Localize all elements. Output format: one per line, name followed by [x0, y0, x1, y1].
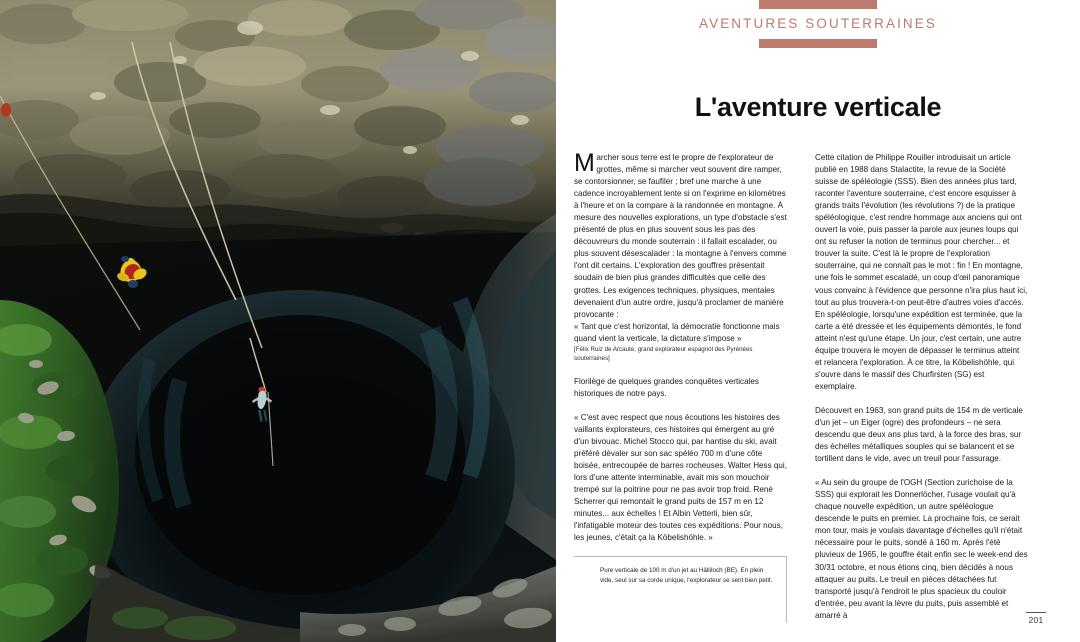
photo-caption-block — [574, 556, 787, 585]
paragraph-citation: Cette citation de Philippe Rouiller introduisait un article publié en 1988 dans Stalactite, la revue de la Société suisse de spéléologie (SSS). Bien des années plus tard, raconter l'aventure souterraine, c'est encore esquisser à grands traits l'évolution (les révolutions ?) de la pratique spéléologique, c'est rendre hommage aux anciens qui ont ouvert la voie, puis passer la parole aux jeunes loups qui ont su refuser la notion de terminus pour chercher... et trouver la suite. C'est là le propre de l'exploration souterraine, qui ne connaît pas le mot : fin ! En montagne, une fois le sommet escaladé, un coup d'œil panoramique vous convainc à l'évidence que personne n'ira plus haut ici, tout au plus trouvera-t-on peut-être d'autres voies d'accès. En spéléologie, lorsqu'une expédition est terminée, que la carte a été dressée et les équipements démontés, le fond atteint n'est qu'une étape. Un jour, c'est certain, une autre équipe trouvera le moyen de dépasser le terminus atteint et relancera l'exploration. À ce titre, la Köbelishöhle, qui s'ouvre dans le massif des Churfirsten (SG) est exemplaire. — [815, 153, 1028, 391]
drop-cap: M — [574, 149, 595, 177]
caption-inner — [574, 557, 787, 585]
rubric-header — [556, 0, 1080, 48]
paragraph-spacer — [574, 364, 787, 376]
photo-caption-text: Pure verticale de 100 m d'un jet au Hälliloch (BE). En plein vide, seul sur sa corde unique, l'explorateur se sent bien petit. — [600, 567, 773, 584]
caption-vertical-rule — [786, 557, 787, 623]
rubric-bar-bottom — [759, 39, 877, 48]
rubric-label: AVENTURES SOUTERRAINES — [699, 16, 937, 31]
paragraph-spacer — [574, 400, 787, 412]
folio — [1018, 612, 1054, 625]
paragraph-discovery: Découvert en 1963, son grand puits de 154 m de verticale d'un jet – un Eiger (ogre) des profondeurs – ne sera descendu que deux ans plus tard, à la force des bras, sur des échelles métalliques souples qui se balancent et se tortillent dans le vide, avec un treuil pour l'assurage. — [815, 405, 1023, 464]
paragraph-spacer — [815, 393, 1028, 405]
paragraph-ogh-account: « Au sein du groupe de l'OGH (Section zurichoise de la SSS) qui explorait les Donnerlöcher, l'usage voulait qu'à chaque nouvelle expédition, un autre spéléologue descende le puits en premier. La prochaine fois, ce serait mon tour, mais je voulais davantage d'échelles qu'il n'était nécessaire pour le puits, sondé à 160 m. Après l'été pluvieux de 1965, le gouffre était enfin sec le week-end des 30/31 octobre, et nous étions cinq, bien décidés à nous attaquer au puits. Le treuil en pièces détachées fut transporté jusqu'à l'endroit le plus spacieux du couloir d'entrée, peu avant la lèvre du puits, puis assemblé et amarré à — [815, 478, 1028, 620]
folio-rule — [1026, 612, 1046, 613]
paragraph-spacer — [815, 465, 1028, 477]
paragraph-quote: « Tant que c'est horizontal, la démocratie fonctionne mais quand vient la verticale, la dictature s'impose » — [574, 321, 780, 343]
paragraph-testimony: « C'est avec respect que nous écoutions les histoires des vaillants explorateurs, ces histoires qui émergent au gré d'un bivouac. Michel Stocco qui, par hantise du ski, avait préféré dévaler sur son sac spéléo 700 m d'une côte boisée, entrecoupée de barres rocheuses. Walter Hess qui, lors d'une attente interminable, avait mis son mouchoir trempé sur la poitrine pour ne pas avoir trop froid. René Scherrer qui remontait le grand puits de 157 m en 12 minutes... aux échelles ! Et Albin Vetterli, bien sûr, l'infatigable moteur des toutes ces expéditions. Pour nous, les jeunes, c'était ça la Köbelishöhle. » — [574, 412, 787, 543]
rubric-bar-top — [759, 0, 877, 9]
distant-caver-fleck — [1, 103, 11, 117]
page-title: L'aventure verticale — [694, 92, 942, 123]
page-number: 201 — [1028, 615, 1044, 625]
paragraph-florilege: Florilège de quelques grandes conquêtes verticales historiques de notre pays. — [574, 376, 759, 398]
text-columns — [574, 149, 1054, 622]
quote-attribution: [Félix Ruiz de Arcaute, grand explorateur espagnol des Pyrénées souterraines] — [574, 345, 753, 363]
column-right — [815, 152, 1028, 622]
article-content — [556, 0, 1080, 642]
paragraph-intro — [574, 149, 787, 321]
paragraph-intro-text: archer sous terre est le propre de l'explorateur de grottes, même si marcher veut souvent dire ramper, se contorsionner, se faufiler ; bref une marche à une cadence incroyablement lente si on l'exprime en kilomètres à l'heure et on la compare à la randonnée en montagne. À mesure des nouvelles explorations, un type d'obstacle s'est présenté de plus en plus souvent sous les pas des découvreurs du monde souterrain : il fallait escalader, ou plus souvent désescalader : la montagne à l'envers comme l'ont dit certains. L'exploration des gouffres présentait soudain de bien plus grandes difficultés que celle des grottes. Les exigences techniques, physiques, mentales devenaient d'un autre ordre, jusqu'à proclamer de manière provocante : — [574, 153, 787, 319]
column-left — [574, 149, 787, 622]
